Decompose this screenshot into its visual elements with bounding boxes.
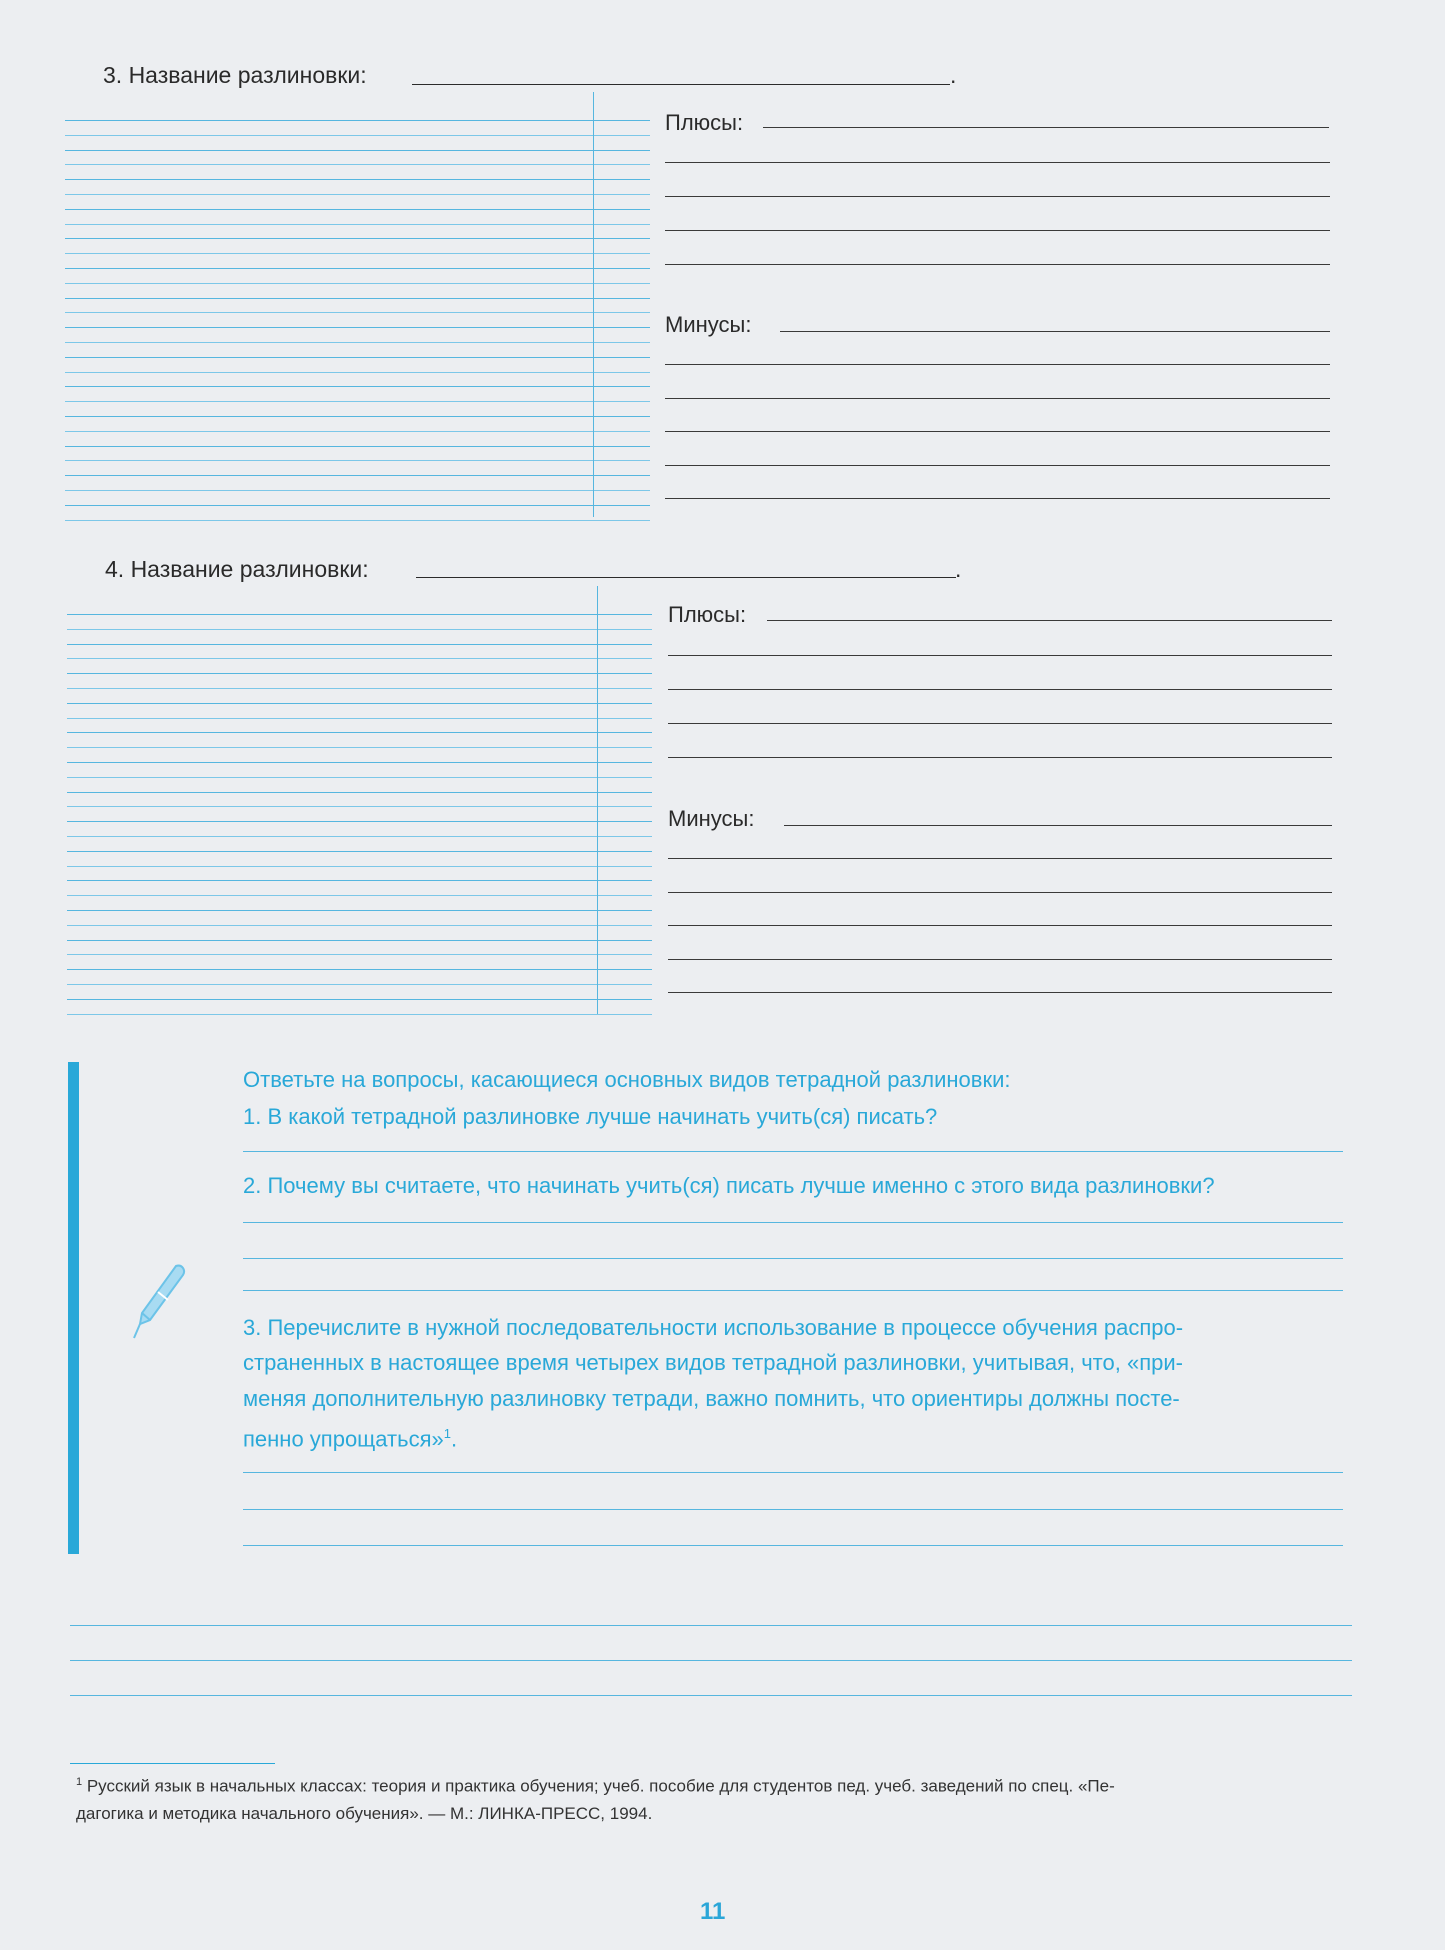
ruled-line — [67, 910, 652, 911]
extra-answer-line-3[interactable] — [70, 1695, 1352, 1696]
ruled-line — [65, 372, 650, 373]
questions-intro: Ответьте на вопросы, касающиеся основных видов тетрадной разлиновки: — [243, 1067, 1011, 1092]
ruled-line — [67, 866, 652, 867]
answer-3-line-3[interactable] — [243, 1545, 1343, 1546]
section3-title: 3. Название разлиновки: — [103, 62, 367, 88]
section3-margin-line — [593, 92, 594, 517]
ruled-line — [65, 253, 650, 254]
question-3-line-2: страненных в настоящее время четырех видов тетрадной разлиновки, учитывая, что, «при- — [243, 1350, 1183, 1375]
ruled-line — [67, 703, 652, 704]
question-3-line-4-text: пенно упрощаться» — [243, 1426, 444, 1452]
section4-dot: . — [955, 556, 962, 582]
write-line[interactable] — [665, 398, 1330, 399]
section4-plus-line[interactable] — [767, 620, 1332, 621]
questions-accent-bar — [68, 1062, 79, 1554]
ruled-line — [67, 940, 652, 941]
answer-1-line[interactable] — [243, 1151, 1343, 1152]
write-line[interactable] — [665, 465, 1330, 466]
answer-3-line-1[interactable] — [243, 1472, 1343, 1473]
ruled-line — [67, 658, 652, 659]
ruled-line — [65, 268, 650, 269]
extra-answer-line-2[interactable] — [70, 1660, 1352, 1661]
question-1: 1. В какой тетрадной разлиновке лучше начинать учить(ся) писать? — [243, 1104, 938, 1129]
answer-2-line-1[interactable] — [243, 1222, 1343, 1223]
ruled-line — [67, 895, 652, 896]
section4-name-field[interactable] — [416, 577, 956, 578]
ruled-line — [65, 490, 650, 491]
ruled-line — [67, 644, 652, 645]
ruled-line — [65, 342, 650, 343]
answer-3-line-2[interactable] — [243, 1509, 1343, 1510]
ruled-line — [65, 401, 650, 402]
answer-2-line-2[interactable] — [243, 1258, 1343, 1259]
ruled-line — [67, 614, 652, 615]
ruled-line — [65, 283, 650, 284]
ruled-line — [65, 475, 650, 476]
question-2: 2. Почему вы считаете, что начинать учить(ся) писать лучше именно с этого вида разлиновки? — [243, 1173, 1215, 1198]
pen-icon — [128, 1262, 188, 1342]
write-line[interactable] — [665, 230, 1330, 231]
ruled-line — [67, 732, 652, 733]
ruled-line — [67, 806, 652, 807]
ruled-line — [65, 520, 650, 521]
ruled-line — [65, 505, 650, 506]
ruled-line — [67, 718, 652, 719]
write-line[interactable] — [665, 364, 1330, 365]
ruled-line — [65, 224, 650, 225]
ruled-line — [65, 431, 650, 432]
write-line[interactable] — [665, 498, 1330, 499]
ruled-line — [67, 762, 652, 763]
section4-minus-line[interactable] — [784, 825, 1332, 826]
question-3-end: . — [450, 1426, 458, 1452]
ruled-line — [67, 777, 652, 778]
question-3-line-3: меняя дополнительную разлиновку тетради, важно помнить, что ориентиры должны посте- — [243, 1386, 1180, 1411]
ruled-line — [65, 298, 650, 299]
section4-margin-line — [597, 586, 598, 1014]
question-3-line-1: 3. Перечислите в нужной последовательности использование в процессе обучения распро- — [243, 1315, 1184, 1340]
answer-2-line-3[interactable] — [243, 1290, 1343, 1291]
section4-minus-label: Минусы: — [668, 806, 755, 831]
footnote-line-1 — [76, 1768, 1115, 1801]
ruled-line — [65, 357, 650, 358]
ruled-line — [67, 688, 652, 689]
write-line[interactable] — [668, 689, 1332, 690]
ruled-line — [65, 312, 650, 313]
ruled-line — [67, 999, 652, 1000]
ruled-line — [67, 747, 652, 748]
ruled-line — [67, 925, 652, 926]
section3-plus-label: Плюсы: — [665, 110, 744, 135]
ruled-line — [65, 460, 650, 461]
section3-plus-line[interactable] — [763, 127, 1329, 128]
footnote-line-2: дагогика и методика начального обучения». — М.: ЛИНКА-ПРЕСС, 1994. — [76, 1804, 653, 1823]
ruled-line — [67, 821, 652, 822]
write-line[interactable] — [668, 892, 1332, 893]
ruled-line — [67, 969, 652, 970]
write-line[interactable] — [668, 655, 1332, 656]
ruled-line — [67, 1014, 652, 1015]
question-3-line-4 — [243, 1416, 457, 1457]
ruled-line — [65, 238, 650, 239]
write-line[interactable] — [668, 723, 1332, 724]
ruled-line — [67, 836, 652, 837]
ruled-line — [65, 164, 650, 165]
footnote-line-1-text: Русский язык в начальных классах: теория и практика обучения; учеб. пособие для студентов пед. учеб. заведений по спец. «Пе- — [82, 1776, 1115, 1796]
ruled-line — [65, 416, 650, 417]
write-line[interactable] — [668, 959, 1332, 960]
ruled-line — [65, 386, 650, 387]
footnote-separator — [70, 1763, 275, 1764]
ruled-line — [65, 179, 650, 180]
footnote-marker: 1 — [76, 1776, 83, 1788]
write-line[interactable] — [668, 858, 1332, 859]
section4-title: 4. Название разлиновки: — [105, 556, 369, 582]
ruled-line — [67, 851, 652, 852]
ruled-line — [67, 673, 652, 674]
write-line[interactable] — [665, 431, 1330, 432]
ruled-line — [67, 954, 652, 955]
ruled-line — [65, 120, 650, 121]
extra-answer-line-1[interactable] — [70, 1625, 1352, 1626]
ruled-line — [65, 150, 650, 151]
section3-name-field[interactable] — [412, 84, 950, 85]
page-number: 11 — [700, 1898, 726, 1925]
section3-dot: . — [950, 62, 957, 88]
ruled-line — [65, 135, 650, 136]
ruled-line — [67, 792, 652, 793]
write-line[interactable] — [665, 196, 1330, 197]
write-line[interactable] — [668, 925, 1332, 926]
section4-plus-label: Плюсы: — [668, 602, 747, 627]
write-line[interactable] — [668, 992, 1332, 993]
question-3-footnote-ref: 1 — [443, 1426, 451, 1441]
ruled-line — [67, 880, 652, 881]
write-line[interactable] — [665, 162, 1330, 163]
write-line[interactable] — [665, 264, 1330, 265]
ruled-line — [67, 629, 652, 630]
ruled-line — [65, 194, 650, 195]
ruled-line — [65, 209, 650, 210]
ruled-line — [65, 446, 650, 447]
ruled-line — [67, 984, 652, 985]
section3-minus-label: Минусы: — [665, 312, 752, 337]
ruled-line — [65, 327, 650, 328]
write-line[interactable] — [668, 757, 1332, 758]
section3-minus-line[interactable] — [780, 331, 1330, 332]
